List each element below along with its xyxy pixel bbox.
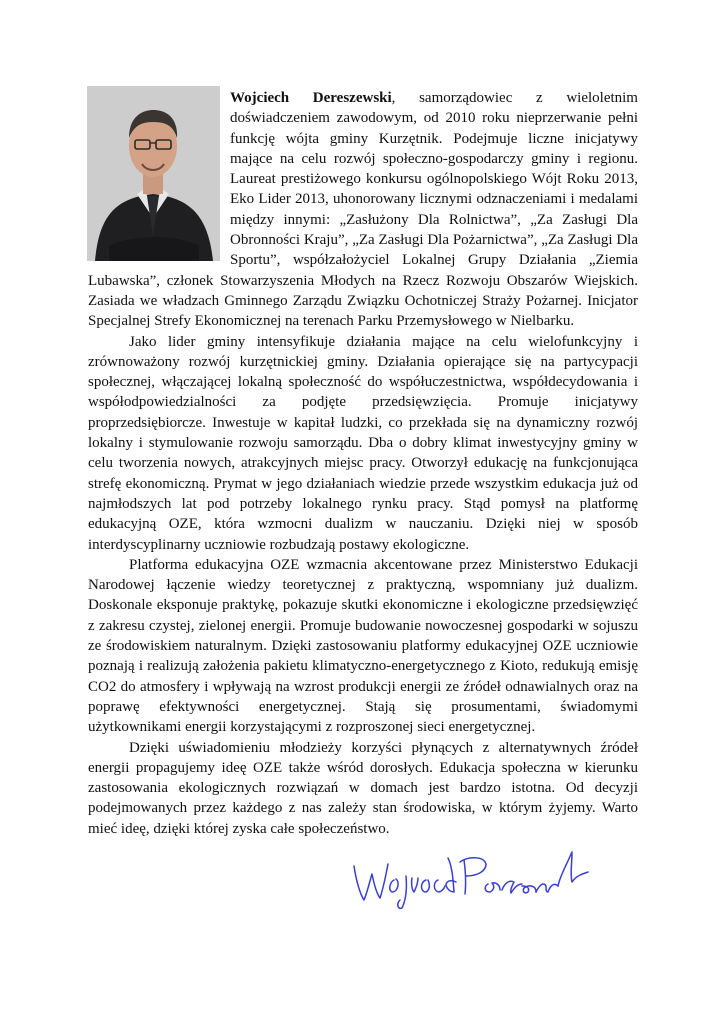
article-body (88, 88, 638, 839)
paragraph-platform: Platforma edukacyjna OZE wzmacnia akcentowane przez Ministerstwo Edukacji Narodowej łączenie wiedzy teoretycznej z praktyczną, wspomniany już dualizm. Doskonale eksponuje praktykę, pokazuje skutki ekonomiczne i ekologiczne przedsięwzięć z zakresu czystej, zielonej energii. Promuje budowanie nowoczesnej gospodarki w sojuszu ze środowiskiem naturalnym. Dzięki zastosowaniu platformy edukacyjnej OZE uczniowie poznają i realizują założenia pakietu klimatyczno-energetycznego z Kioto, redukują emisję CO2 do atmosfery i wpływają na wzrost produkcji energii ze źródeł odnawialnych oraz na poprawę efektywności energetycznej. Stają się prosumentami, świadomymi użytkownikami energii korzystającymi z rozproszonej sieci energetycznej. (88, 556, 638, 736)
bio-text: , samorządowiec z wieloletnim doświadczeniem zawodowym, od 2010 roku nieprzerwanie pełni funkcję wójta gminy Kurzętnik. Podejmuje liczne inicjatywy mające na celu rozwój społeczno-gospodarczy gminy i regionu. Laureat prestiżowego konkursu ogólnopolskiego Wójt Roku 2013, Eko Lider 2013, uhonorowany licznymi odznaczeniami i medalami między innymi: „Zasłużony Dla Rolnictwa”, „Za Zasługi Dla Obronności Kraju”, „Za Zasługi Dla Pożarnictwa”, „Za Zasługi Dla Sportu”, współzałożyciel Lokalnej Grupy Działania „Ziemia Lubawska”, członek Stowarzyszenia Młodych na Rzecz Rozwoju Obszarów Wiejskich. Zasiada we władzach Gminnego Zarządu Związku Ochotniczej Straży Pożarnej. Inicjator Specjalnej Strefy Ekonomicznej na terenach Parku Przemysłowego w Nielbarku. (88, 90, 638, 330)
author-name: Wojciech Dereszewski (230, 90, 392, 106)
paragraph-awareness: Dzięki uświadomieniu młodzieży korzyści płynących z alternatywnych źródeł energii propagujemy ideę OZE także wśród dorosłych. Edukacja społeczna w kierunku zastosowania ekologicznych rozwiązań w domach jest bardzo istotna. Od decyzji podejmowanych przez każdego z nas zależy stan środowiska, w którym żyjemy. Warto mieć ideę, dzięki której zyska całe społeczeństwo. (88, 739, 638, 837)
handwritten-signature (350, 830, 600, 910)
photo-spacer (88, 88, 230, 268)
paragraph-leadership: Jako lider gminy intensyfikuje działania mające na celu wielofunkcyjny i zrównoważony rozwój kurzętnickiej gminy. Działania opierające się na partycypacji społecznej, włączającej lokalną społeczność do współuczestnictwa, współdecydowania i współodpowiedzialności za podjęte przedsięwzięcia. Promuje inicjatywy proprzedsiębiorcze. Inwestuje w kapitał ludzki, co przekłada się na dynamiczny rozwój lokalny i stymulowanie rozwoju samorządu. Dba o dobry klimat inwestycyjny gminy w celu tworzenia nowych, atrakcyjnych miejsc pracy. Otworzył edukację na funkcjonująca strefę ekonomiczną. Prymat w jego działaniach wiedzie przede wszystkim edukacja już od najmłodszych lat pod potrzeby lokalnego rynku pracy. Stąd pomysł na platformę edukacyjną OZE, która wzmocni dualizm w nauczaniu. Dzięki niej w sposób interdyscyplinarny uczniowie rozbudzają postawy ekologiczne. (88, 333, 638, 553)
